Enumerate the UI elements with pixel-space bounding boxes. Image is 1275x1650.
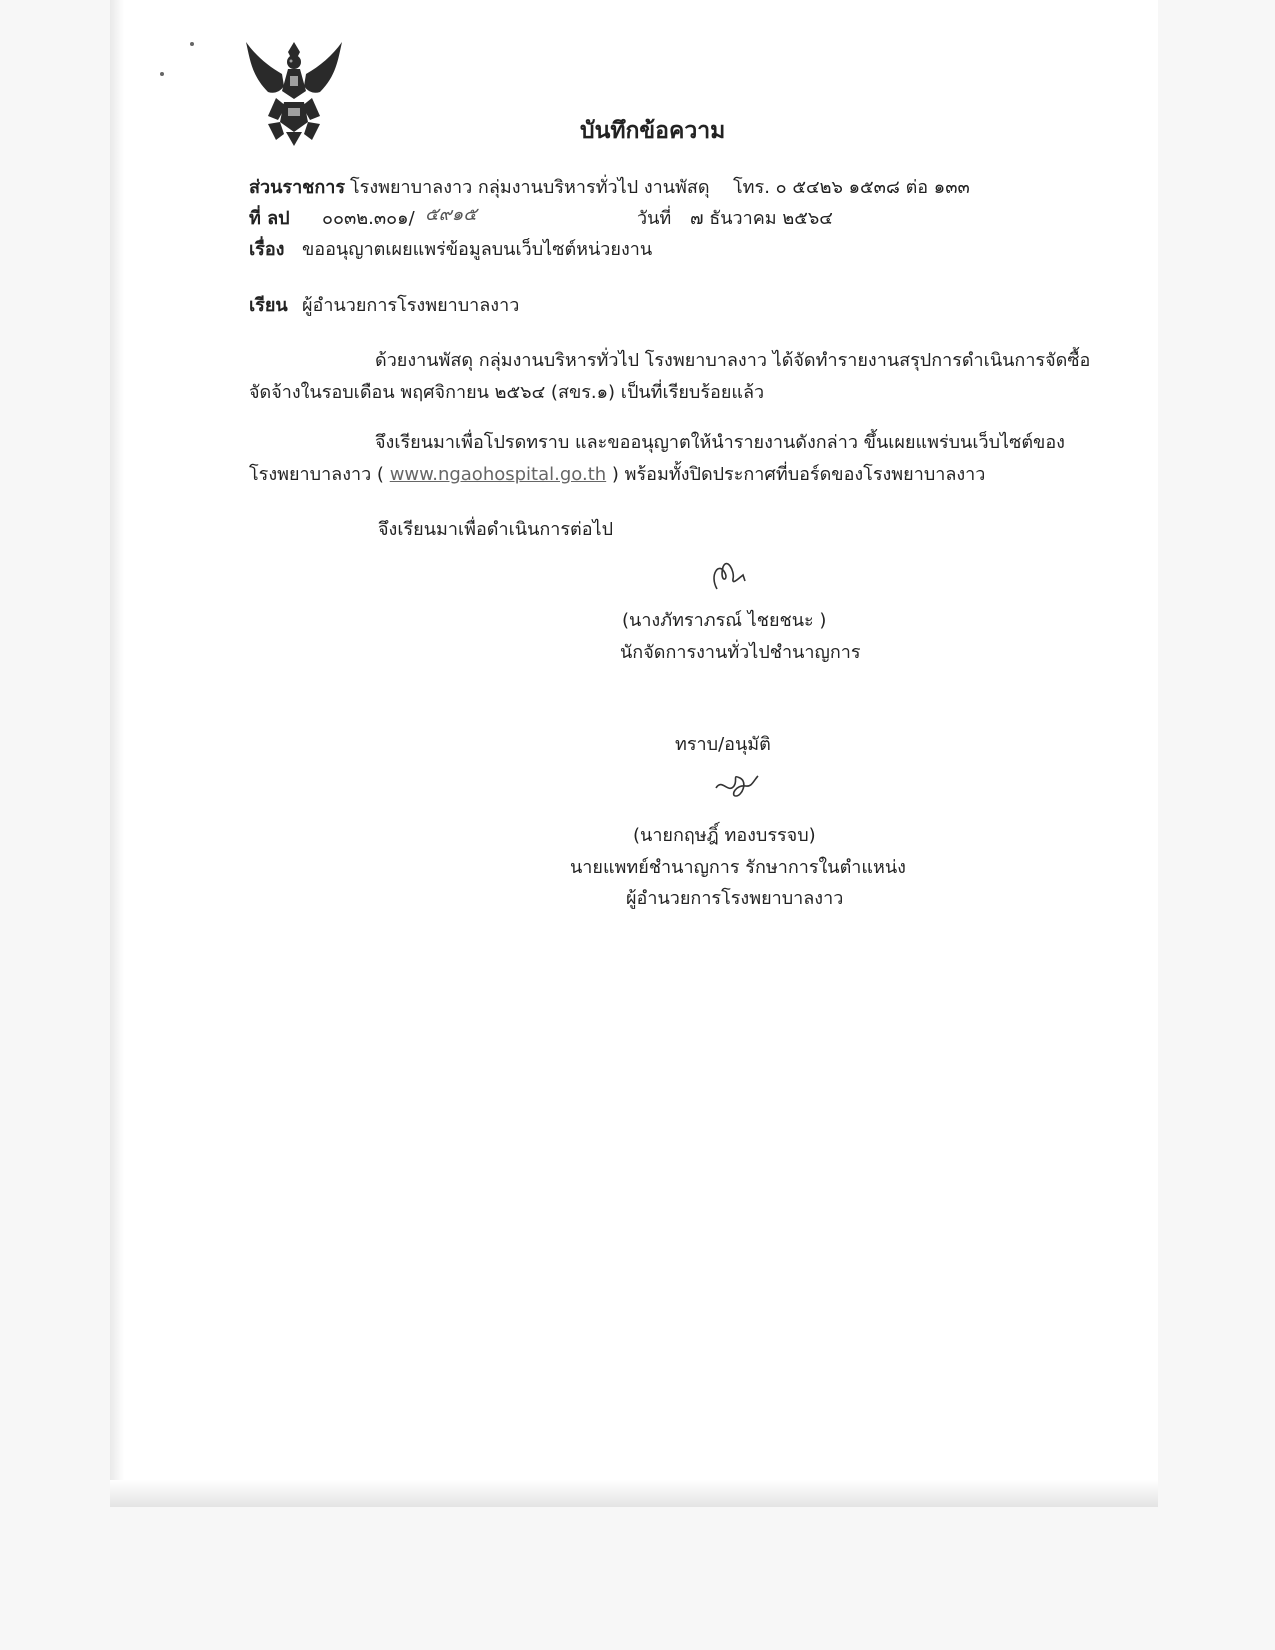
ref-label: ที่ ลป [249, 208, 290, 229]
paragraph-1-line-1: ด้วยงานพัสดุ กลุ่มงานบริหารทั่วไป โรงพยาบาลงาว ได้จัดทำรายงานสรุปการดำเนินการจัดซื้อ [375, 350, 1091, 371]
scan-speck [190, 42, 194, 46]
subject-value: ขออนุญาตเผยแพร่ข้อมูลบนเว็บไซต์หน่วยงาน [302, 239, 653, 260]
agency-label: ส่วนราชการ [249, 177, 346, 198]
phone-number: โทร. ๐ ๕๔๒๖ ๑๕๓๘ ต่อ ๑๓๓ [733, 177, 970, 198]
ref-number: ๐๐๓๒.๓๐๑/ [322, 208, 415, 229]
signer-1-name: (นางภัทราภรณ์ ไชยชนะ ) [622, 610, 827, 631]
approval-label: ทราบ/อนุมัติ [675, 734, 771, 755]
paragraph-2-text-b: ) พร้อมทั้งปิดประกาศที่บอร์ดของโรงพยาบาลงาว [611, 464, 986, 485]
signer-1-position: นักจัดการงานทั่วไปชำนาญการ [620, 642, 861, 663]
paragraph-2-text-a: โรงพยาบาลงาว ( [249, 464, 384, 485]
signer-2-position-line-2: ผู้อำนวยการโรงพยาบาลงาว [626, 888, 844, 909]
to-value: ผู้อำนวยการโรงพยาบาลงาว [302, 295, 520, 316]
date-value: ๗ ธันวาคม ๒๕๖๔ [690, 208, 833, 229]
ref-handwritten: ๕๙๑๕ [425, 204, 477, 225]
date-label: วันที่ [637, 208, 672, 229]
closing-line: จึงเรียนมาเพื่อดำเนินการต่อไป [378, 519, 614, 540]
paragraph-1-line-2: จัดจ้างในรอบเดือน พฤศจิกายน ๒๕๖๔ (สขร.๑) เป็นที่เรียบร้อยแล้ว [249, 382, 765, 403]
scan-speck [160, 72, 164, 76]
page-bottom-shadow [110, 1480, 1158, 1507]
to-label: เรียน [249, 295, 288, 316]
memo-title: บันทึกข้อความ [580, 118, 726, 144]
website-link[interactable]: www.ngaohospital.go.th [389, 464, 607, 485]
paragraph-2-line-1: จึงเรียนมาเพื่อโปรดทราบ และขออนุญาตให้นำรายงานดังกล่าว ขึ้นเผยแพร่บนเว็บไซต์ของ [375, 432, 1065, 453]
signature-mark-icon [712, 770, 762, 806]
signer-2-position-line-1: นายแพทย์ชำนาญการ รักษาการในตำแหน่ง [570, 857, 906, 878]
garuda-emblem-icon [238, 36, 350, 148]
page-edge-shadow [110, 0, 124, 1507]
subject-label: เรื่อง [249, 239, 285, 260]
agency-value: โรงพยาบาลงาว กลุ่มงานบริหารทั่วไป งานพัสดุ [350, 177, 710, 198]
signer-2-name: (นายกฤษฎิ์ ทองบรรจบ) [633, 825, 816, 846]
signature-mark-icon [705, 555, 755, 595]
paragraph-2-line-2 [249, 463, 985, 487]
